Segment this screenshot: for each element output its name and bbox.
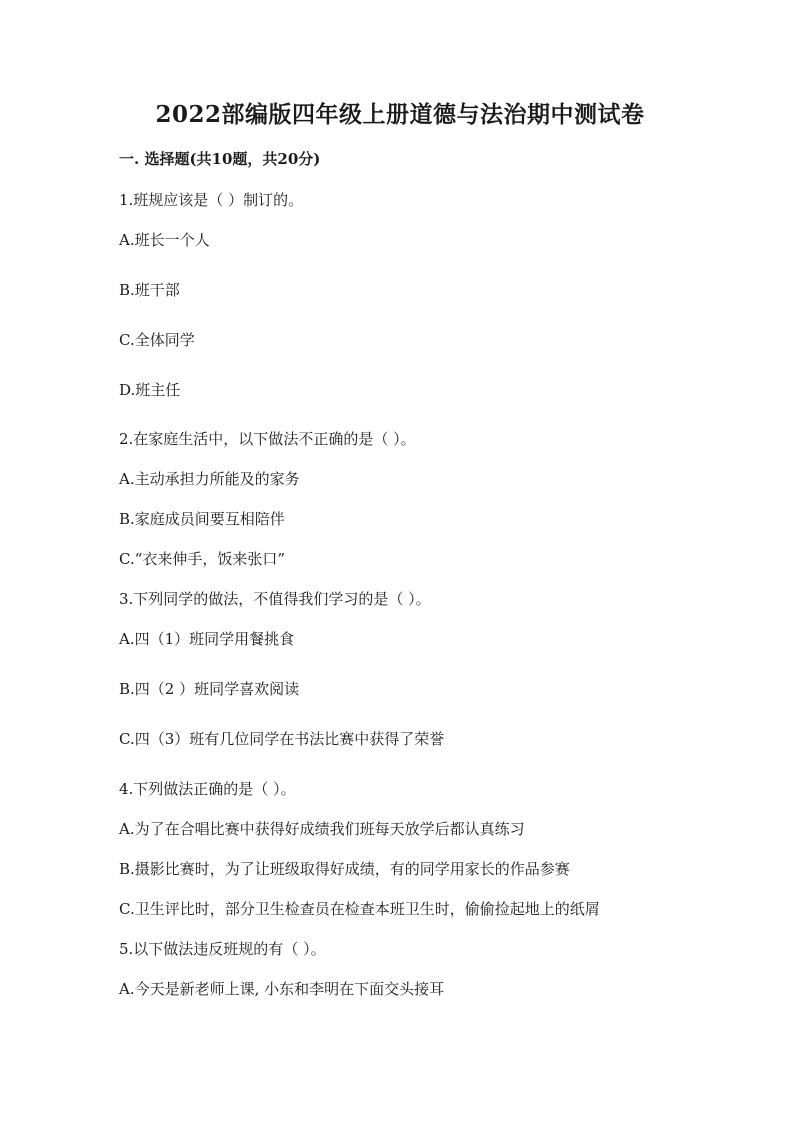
question-4-stem: 4.下列做法正确的是（ ）。 <box>119 780 296 798</box>
question-3-stem: 3.下列同学的做法，不值得我们学习的是（ ）。 <box>119 590 431 608</box>
question-4-option-b: B.摄影比赛时，为了让班级取得好成绩，有的同学用家长的作品参赛 <box>119 860 570 878</box>
question-1-option-b: B.班干部 <box>119 281 180 299</box>
question-3-option-b: B.四（2 ）班同学喜欢阅读 <box>119 680 300 698</box>
question-1-option-a: A.班长一个人 <box>119 231 210 249</box>
question-4-option-c: C.卫生评比时，部分卫生检查员在检查本班卫生时，偷偷捡起地上的纸屑 <box>119 900 600 918</box>
question-3-option-c: C.四（3）班有几位同学在书法比赛中获得了荣誉 <box>119 730 445 748</box>
question-2-option-b: B.家庭成员间要互相陪伴 <box>119 510 285 528</box>
section-heading: 一. 选择题(共10题，共20分) <box>119 150 321 168</box>
question-1-option-d: D.班主任 <box>119 381 181 399</box>
question-1-option-c: C.全体同学 <box>119 331 195 349</box>
question-2-option-a: A.主动承担力所能及的家务 <box>119 470 300 488</box>
question-5-option-a: A.今天是新老师上课, 小东和李明在下面交头接耳 <box>119 980 445 998</box>
question-5-stem: 5.以下做法违反班规的有（ ）。 <box>119 940 326 958</box>
question-3-option-a: A.四（1）班同学用餐挑食 <box>119 630 295 648</box>
question-2-option-c: C.“衣来伸手，饭来张口” <box>119 550 286 568</box>
question-4-option-a: A.为了在合唱比赛中获得好成绩我们班每天放学后都认真练习 <box>119 820 525 838</box>
document-title: 2022部编版四年级上册道德与法治期中测试卷 <box>155 101 645 128</box>
question-2-stem: 2.在家庭生活中，以下做法不正确的是（ ）。 <box>119 430 416 448</box>
question-1-stem: 1.班规应该是（ ）制订的。 <box>119 191 304 209</box>
